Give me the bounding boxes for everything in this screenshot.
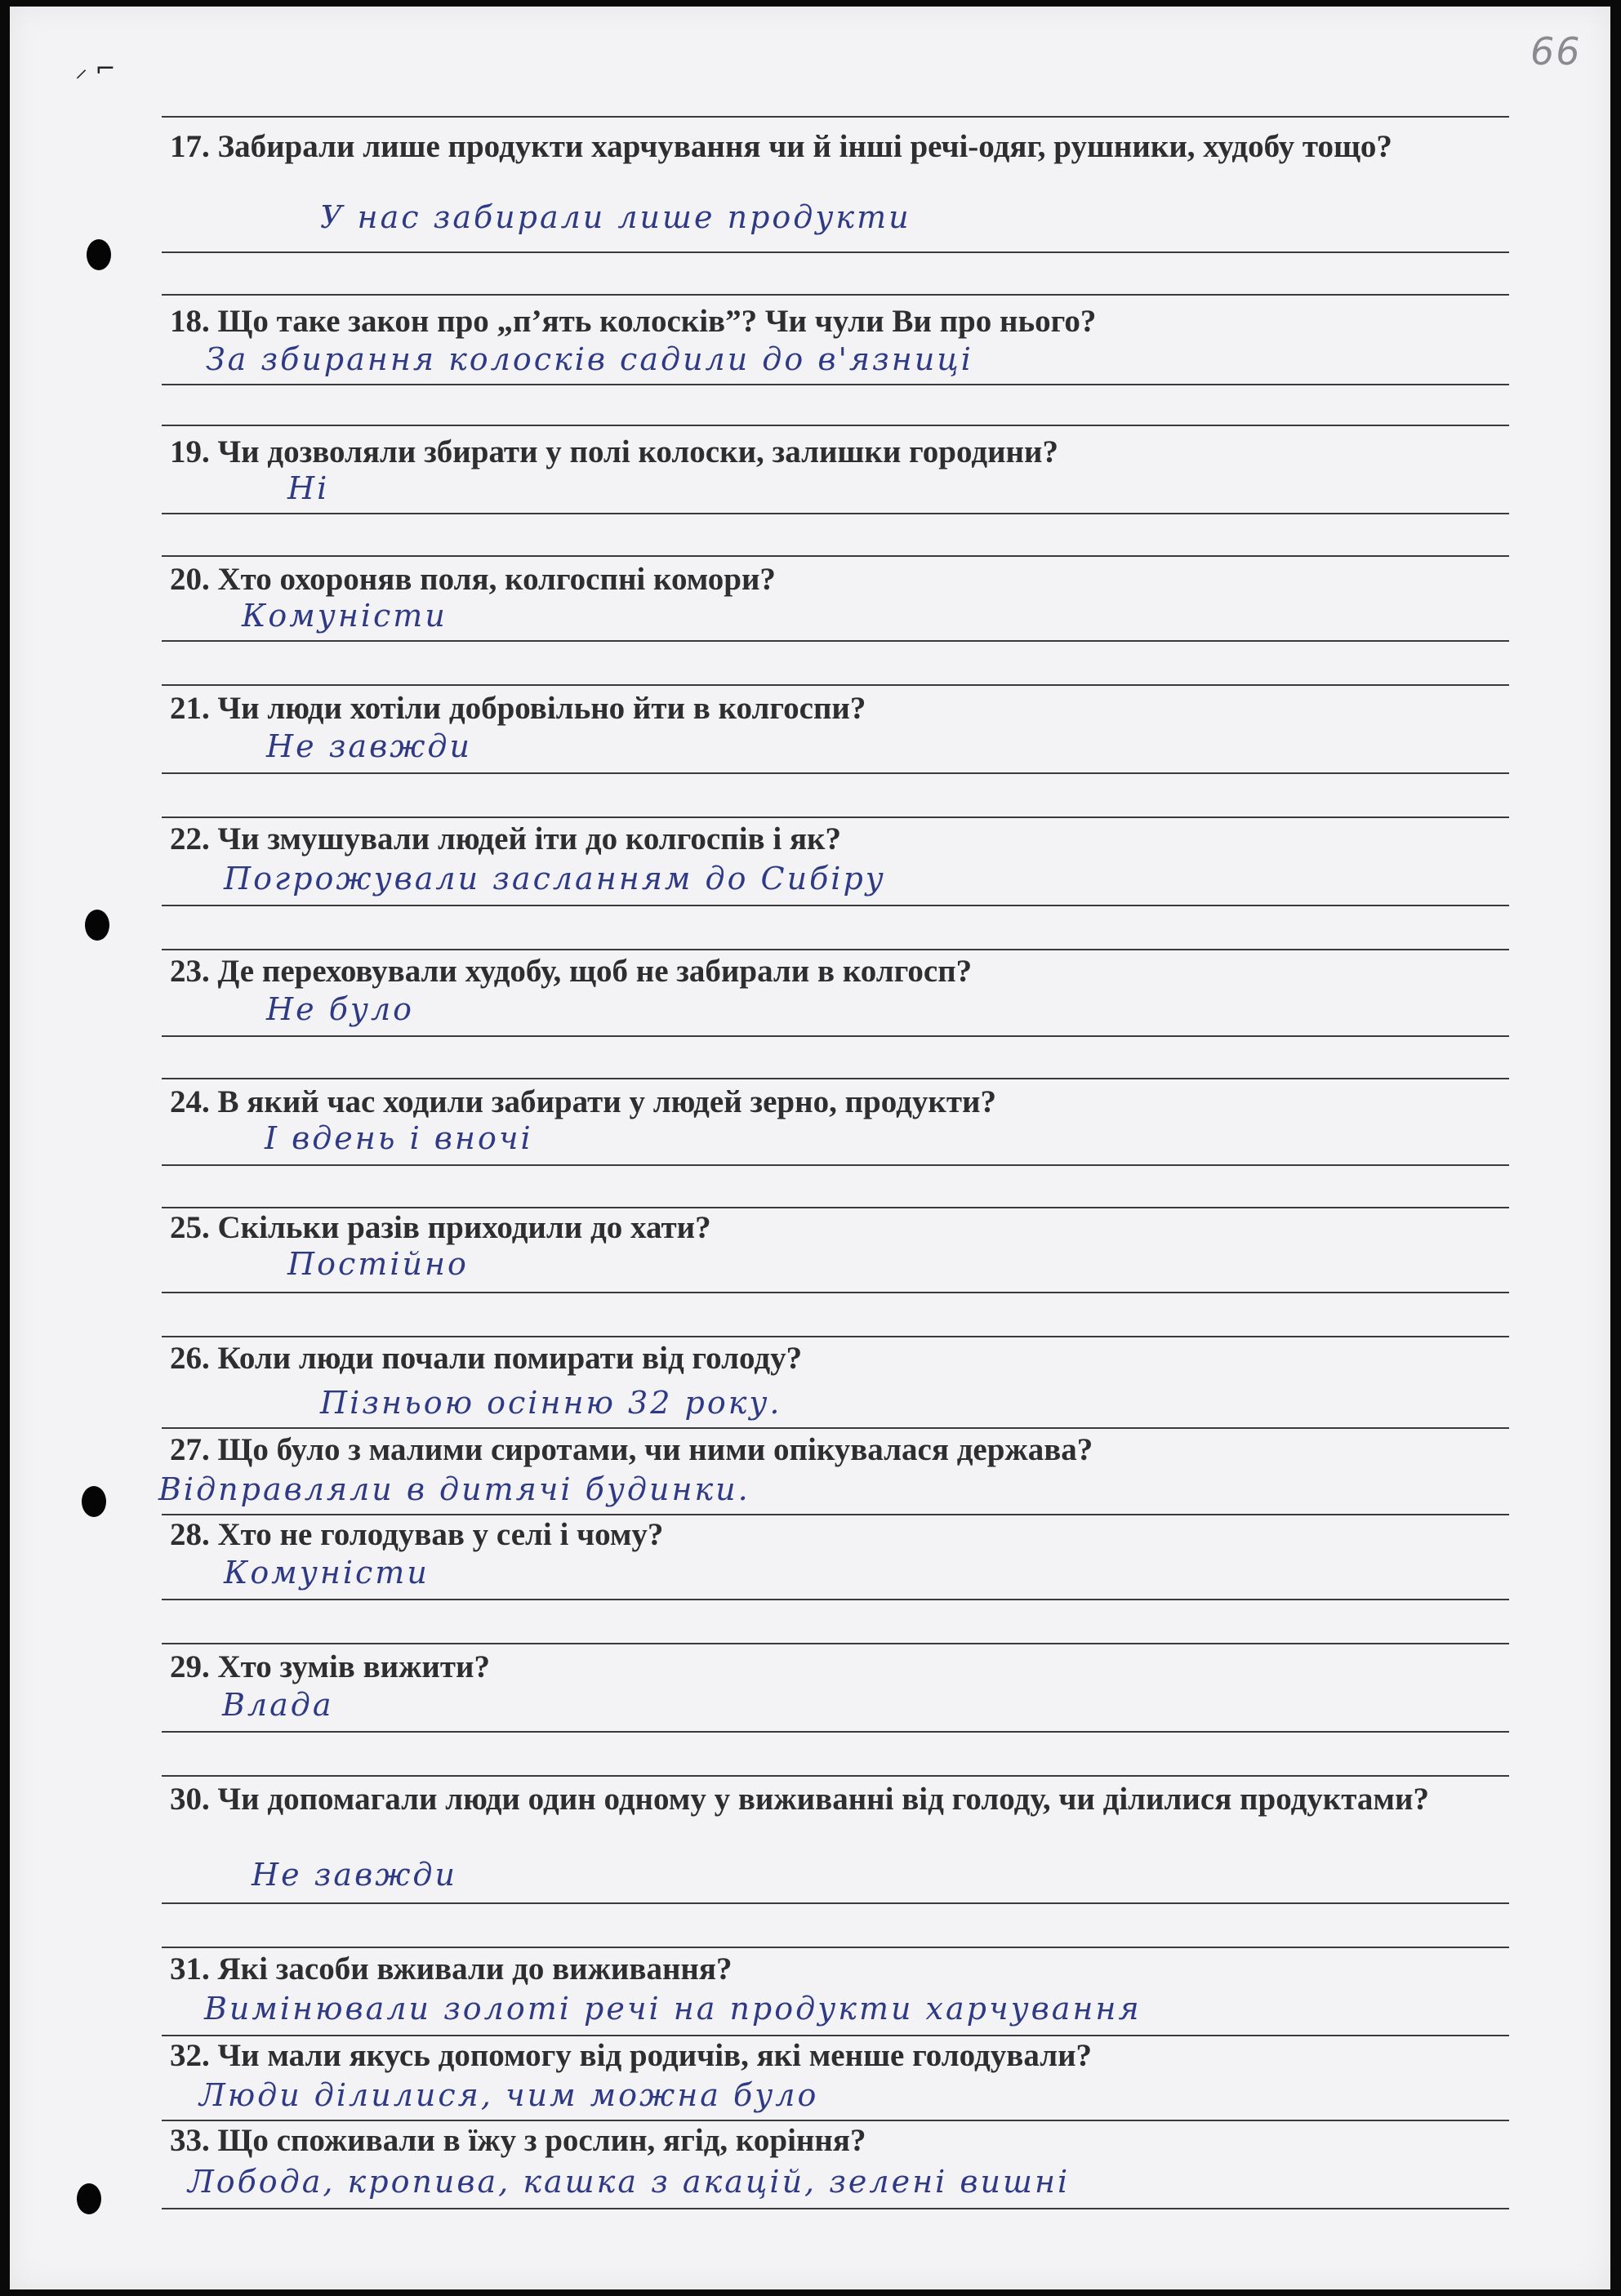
- answer-33: Лобода, кропива, кашка з акацій, зелені вишні: [188, 2164, 1071, 2200]
- answer-21: Не завжди: [266, 728, 472, 764]
- answer-27: Відправляли в дитячі будинки.: [158, 1471, 750, 1507]
- questionnaire-page: [10, 7, 1610, 2289]
- question-18: 18. Що таке закон про „п’ять колосків”? Чи чули Ви про нього?: [170, 304, 1097, 339]
- punch-hole: [87, 239, 111, 270]
- answer-line: [162, 1775, 1509, 1777]
- punch-hole: [77, 2183, 101, 2214]
- question-19: 19. Чи дозволяли збирати у полі колоски, залишки городини?: [170, 434, 1058, 469]
- answer-line: [162, 905, 1509, 906]
- answer-17: У нас забирали лише продукти: [320, 199, 911, 235]
- question-21: 21. Чи люди хотіли добровільно йти в колгоспи?: [170, 691, 866, 726]
- answer-28: Комуністи: [224, 1555, 430, 1591]
- question-25: 25. Скільки разів приходили до хати?: [170, 1210, 711, 1245]
- answer-24: І вдень і вночі: [265, 1120, 533, 1156]
- answer-line: [162, 1078, 1509, 1079]
- question-20: 20. Хто охороняв поля, колгоспні комори?: [170, 562, 776, 597]
- answer-line: [162, 640, 1509, 642]
- punch-hole: [82, 1486, 106, 1517]
- answer-line: [162, 251, 1509, 253]
- answer-line: [162, 772, 1509, 774]
- answer-31: Вимінювали золоті речі на продукти харчування: [204, 1991, 1142, 2027]
- question-32: 32. Чи мали якусь допомогу від родичів, які менше голодували?: [170, 2038, 1093, 2073]
- answer-26: Пізньою осінню 32 року.: [320, 1385, 782, 1421]
- answer-20: Комуністи: [242, 598, 448, 634]
- answer-line: [162, 1292, 1509, 1293]
- answer-line: [162, 1643, 1509, 1644]
- page-number: 66: [1530, 29, 1582, 73]
- answer-29: Влада: [222, 1687, 334, 1723]
- question-22: 22. Чи змушували людей іти до колгоспів і як?: [170, 821, 842, 857]
- answer-22: Погрожували засланням до Сибіру: [224, 861, 886, 897]
- answer-line: [162, 513, 1509, 514]
- answer-23: Не було: [266, 991, 415, 1027]
- question-28: 28. Хто не голодував у селі і чому?: [170, 1517, 664, 1552]
- answer-line: [162, 425, 1509, 426]
- answer-line: [162, 2208, 1509, 2209]
- answer-18: За збирання колосків садили до в'язниці: [206, 341, 973, 377]
- answer-30: Не завжди: [252, 1857, 457, 1893]
- answer-line: [162, 1599, 1509, 1600]
- answer-line: [162, 1731, 1509, 1733]
- question-17: 17. Забирали лише продукти харчування чи й інші речі-одяг, рушники, худобу тощо?: [170, 129, 1392, 164]
- question-27: 27. Що було з малими сиротами, чи ними опікувалася держава?: [170, 1432, 1093, 1467]
- punch-hole: [85, 910, 109, 941]
- answer-19: Ні: [287, 470, 330, 506]
- question-29: 29. Хто зумів вижити?: [170, 1649, 491, 1684]
- rule-line: [162, 116, 1509, 118]
- question-23: 23. Де переховували худобу, щоб не забирали в колгосп?: [170, 954, 973, 989]
- question-26: 26. Коли люди почали помирати від голоду?: [170, 1341, 803, 1376]
- question-24: 24. В який час ходили забирати у людей зерно, продукти?: [170, 1084, 996, 1119]
- answer-line: [162, 1164, 1509, 1166]
- answer-line: [162, 1902, 1509, 1904]
- answer-25: Постійно: [287, 1246, 469, 1282]
- answer-line: [162, 684, 1509, 686]
- question-31: 31. Які засоби вживали до виживання?: [170, 1951, 733, 1987]
- answer-line: [162, 384, 1509, 385]
- answer-line: [162, 555, 1509, 557]
- answer-line: [162, 1035, 1509, 1037]
- answer-32: Люди ділилися, чим можна було: [199, 2077, 819, 2113]
- corner-mark: ⸝ ⌐: [75, 55, 116, 83]
- question-33: 33. Що споживали в їжу з рослин, ягід, коріння?: [170, 2123, 866, 2158]
- answer-line: [162, 294, 1509, 296]
- question-30: 30. Чи допомагали люди один одному у виживанні від голоду, чи ділилися продуктами?: [170, 1782, 1429, 1817]
